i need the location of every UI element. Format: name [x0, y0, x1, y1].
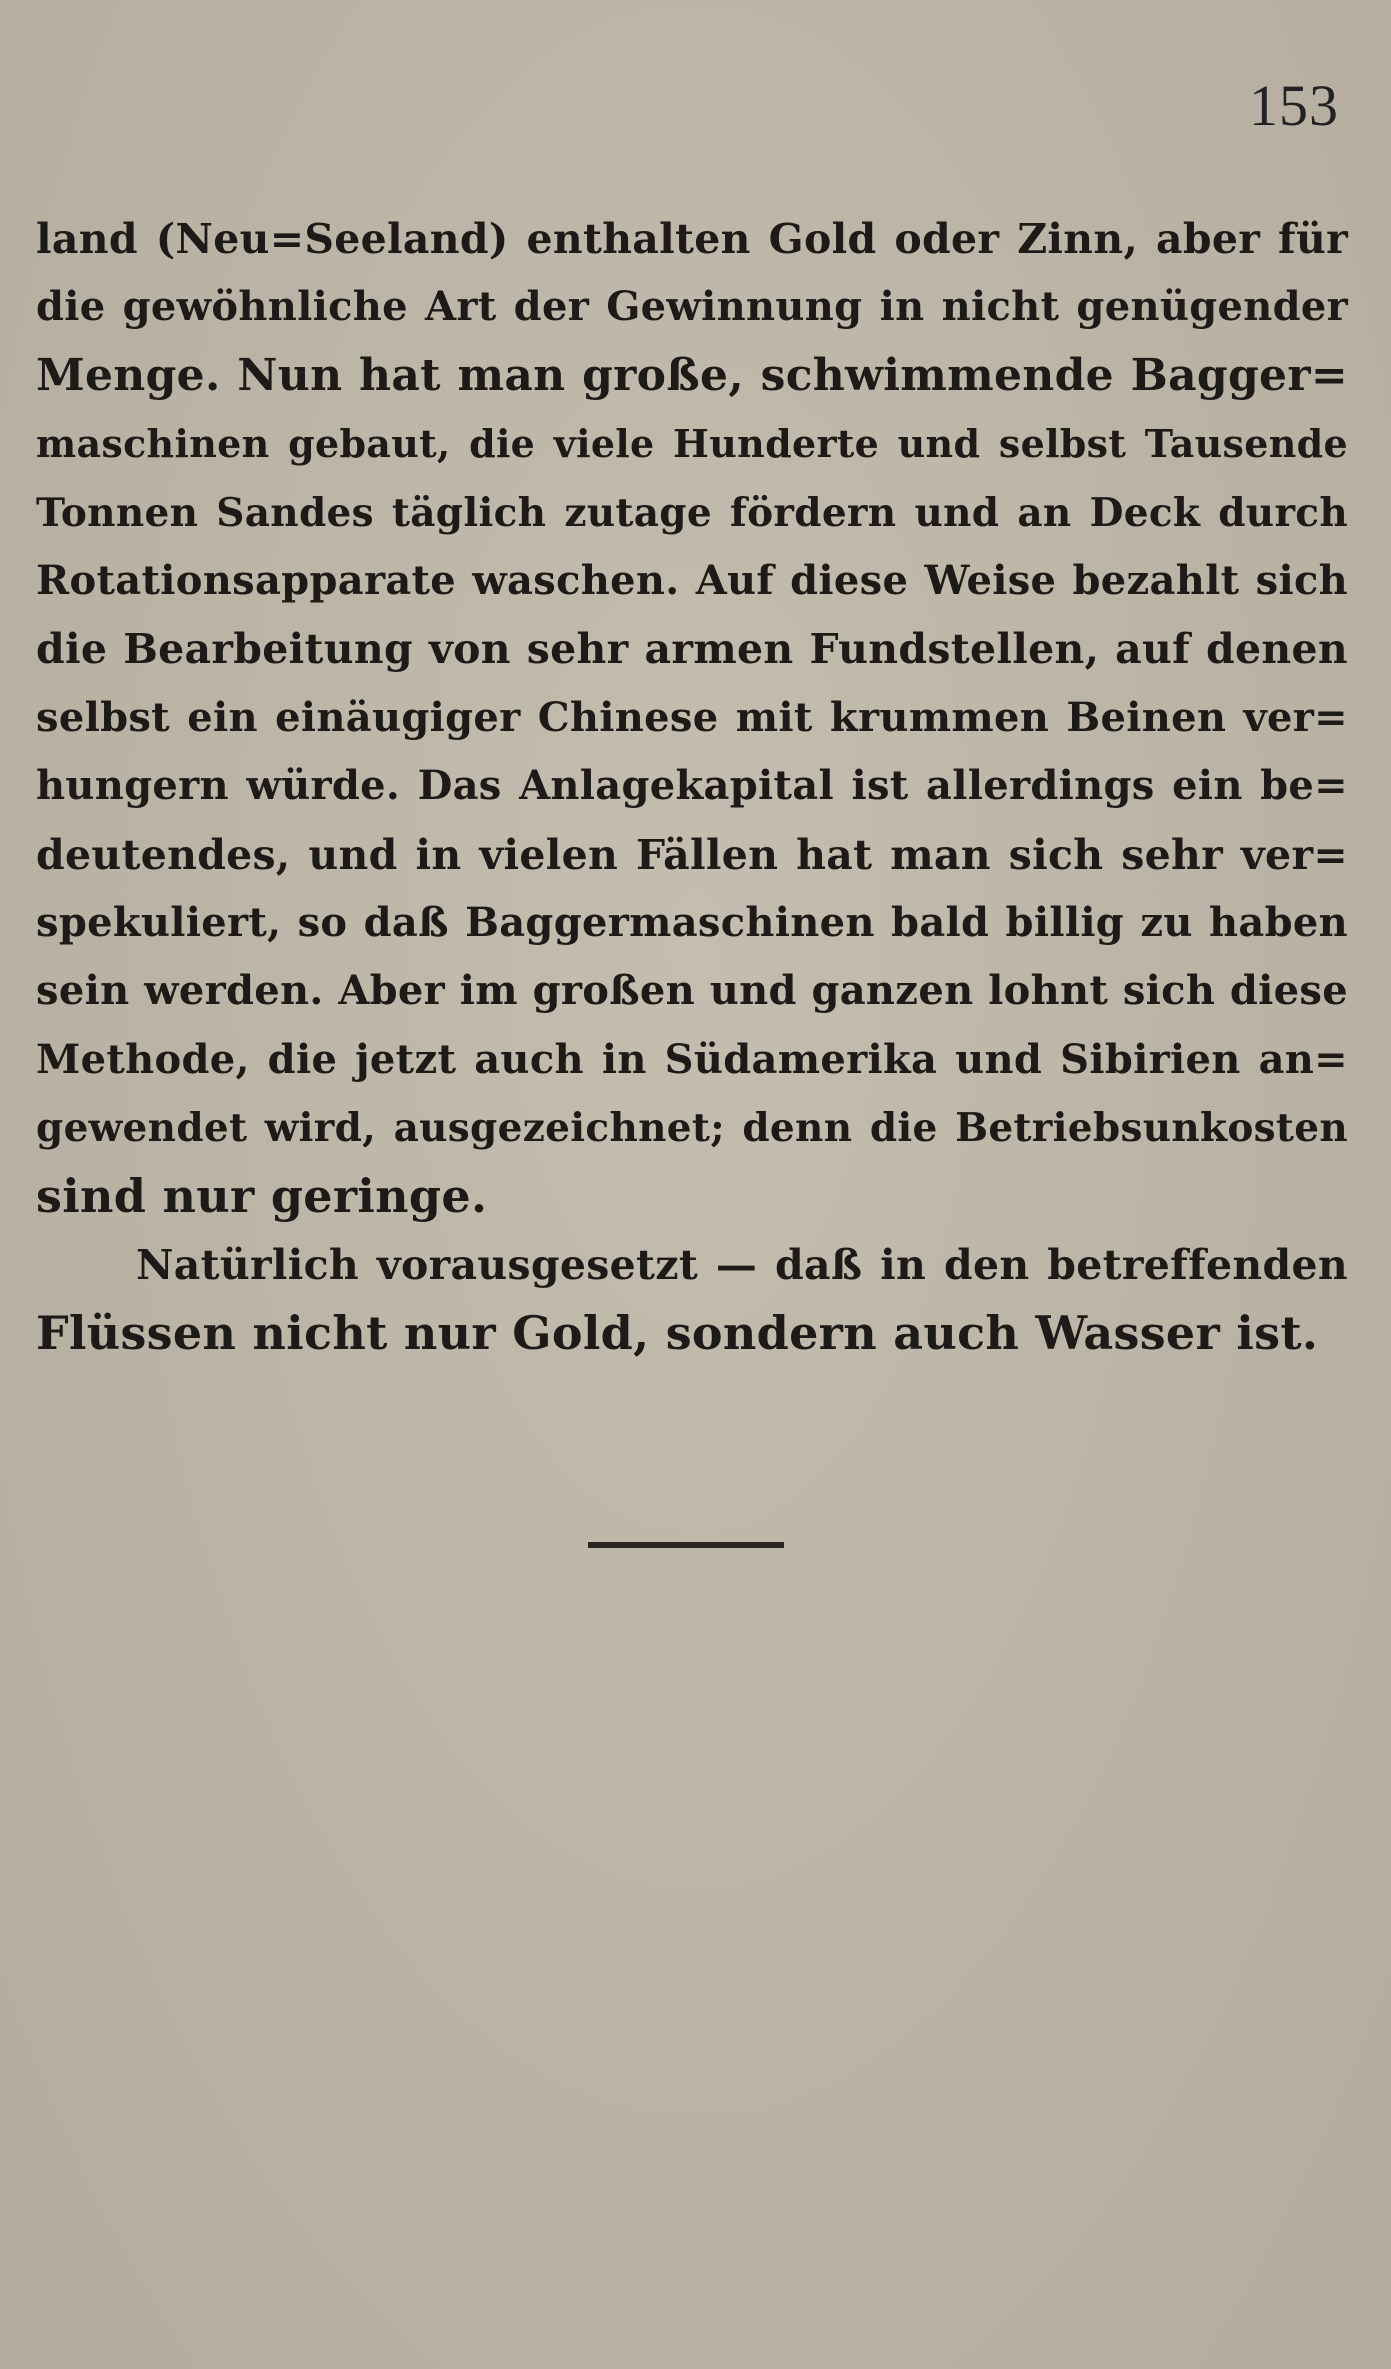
section-end-rule [588, 1542, 784, 1548]
text-line: Methode, die jetzt auch in Südamerika und Sibirien an= [36, 1035, 1348, 1083]
text-line: selbst ein einäugiger Chinese mit krummen Beinen ver= [36, 693, 1348, 741]
text-line: land (Neu=Seeland) enthalten Gold oder Zinn, aber für [36, 215, 1348, 263]
text-line: sind nur geringe. [36, 1169, 488, 1224]
text-line: die gewöhnliche Art der Gewinnung in nicht genügender [36, 283, 1348, 331]
text-line: spekuliert, so daß Baggermaschinen bald billig zu haben [36, 898, 1348, 946]
text-line: deutendes, und in vielen Fällen hat man sich sehr ver= [36, 830, 1348, 879]
text-line: Tonnen Sandes täglich zutage fördern und an Deck durch [36, 489, 1348, 536]
text-line: Flüssen nicht nur Gold, sondern auch Wasser ist. [36, 1306, 1319, 1361]
text-line: Rotationsapparate waschen. Auf diese Weise bezahlt sich [36, 556, 1348, 604]
text-line: hungern würde. Das Anlagekapital ist allerdings ein be= [36, 762, 1348, 810]
text-line: gewendet wird, ausgezeichnet; denn die Betriebsunkosten [36, 1105, 1348, 1152]
text-line: sein werden. Aber im großen und ganzen lohnt sich diese [36, 967, 1348, 1015]
body-text [36, 205, 1348, 1368]
text-line: Menge. Nun hat man große, schwimmende Bagger= [36, 349, 1348, 401]
text-line: die Bearbeitung von sehr armen Fundstellen, auf denen [36, 625, 1348, 674]
text-line: maschinen gebaut, die viele Hunderte und selbst Tausende [36, 421, 1348, 467]
page-number: 153 [1249, 73, 1339, 138]
text-line-paragraph-start: Natürlich vorausgesetzt — daß in den betreffenden [136, 1240, 1348, 1289]
